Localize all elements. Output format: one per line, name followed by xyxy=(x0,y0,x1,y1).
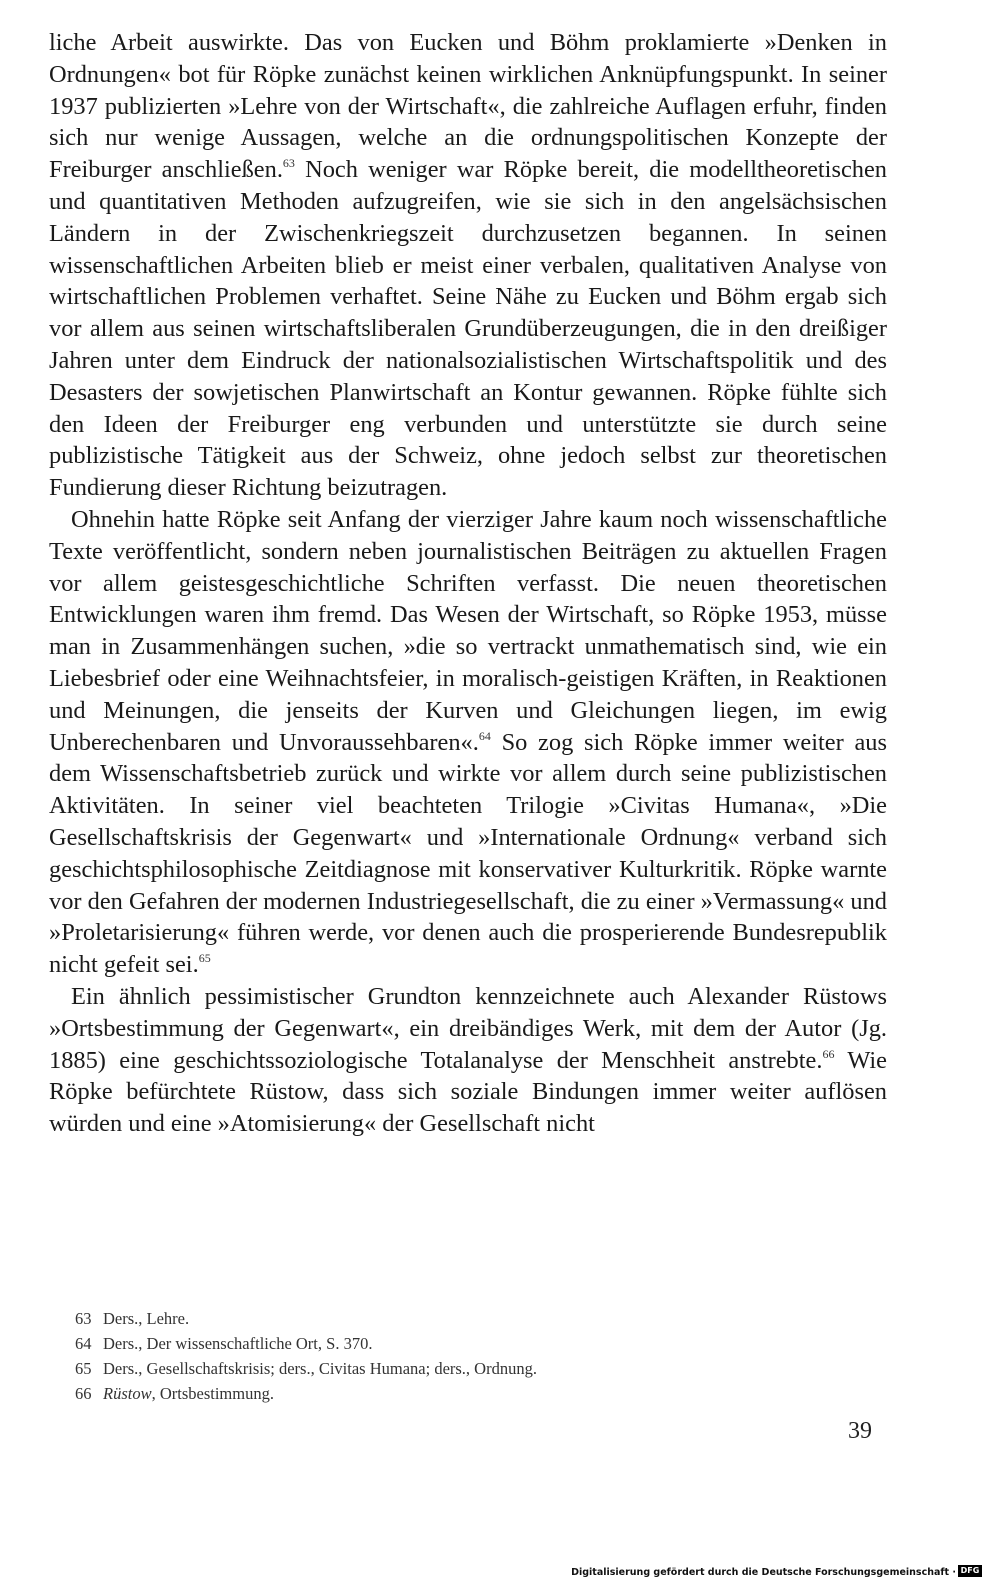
footnote-author: Rüstow xyxy=(103,1384,152,1403)
paragraph-1 xyxy=(49,27,887,504)
text-run: liche Arbeit auswirkte. Das von Eucken und Böhm proklamierte »Denken in Ordnungen« bot für Röpke zunächst keinen wirklichen Anknüpfungspunkt. In seiner 1937 publizierten »Lehre von der Wirtschaft«, die zahlreiche Auflagen erfuhr, finden sich nur wenige Aussagen, welche an die ordnungspolitischen Konzepte der Freiburger anschließen. xyxy=(49,29,887,184)
text-run: Wie Röpke befürchtete Rüstow, dass sich soziale Bindungen immer weiter auflösen würden und eine »Atomisierung« der Gesellschaft nicht xyxy=(49,1046,887,1138)
footnote-ref-66: 66 xyxy=(822,1046,835,1061)
text-run: Ein ähnlich pessimistischer Grundton kennzeichnete auch Alexander Rüstows »Ortsbestimmung der Gegenwart«, ein dreibändiges Werk, mit dem der Autor (Jg. 1885) eine geschichtssoziologische Totalanalyse der Menschheit anstrebte. xyxy=(49,982,887,1074)
footnote-ref-64: 64 xyxy=(478,728,491,743)
footnotes xyxy=(75,1306,875,1406)
text-run: So zog sich Röpke immer weiter aus dem Wissenschaftsbetrieb zurück und wirkte vor allem durch seine publizistischen Aktivitäten. In seiner viel beachteten Trilogie »Civitas Humana«, »Die Gesellschaftskrisis der Gegenwart« und »Internationale Ordnung« verband sich geschichtsphilosophische Zeitdiagnose mit konservativer Kulturkritik. Röpke warnte vor den Gefahren der modernen Industriegesellschaft, die zu einer »Vermassung« und »Proletarisierung« führen werde, vor denen auch die prosperierende Bundesrepublik nicht gefeit sei. xyxy=(49,728,887,979)
paragraph-2 xyxy=(49,504,887,981)
footnote-ref-65: 65 xyxy=(198,951,211,966)
paragraph-3 xyxy=(49,981,887,1140)
text-run: Ohnehin hatte Röpke seit Anfang der vierziger Jahre kaum noch wissenschaftliche Texte veröffentlicht, sondern neben journalistischen Beiträgen zu aktuellen Fragen vor allem geistesgeschichtliche Schriften verfasst. Die neuen theoretischen Entwicklungen waren ihm fremd. Das Wesen der Wirtschaft, so Röpke 1953, müsse man in Zusammenhängen suchen, »die so vertrackt unmathematisch sind, wie ein Liebesbrief oder eine Weihnachtsfeier, in moralisch-geistigen Kräften, in Reaktionen und Meinungen, die jenseits der Kurven und Gleichungen liegen, im ewig Unberechenbaren und Unvoraussehbaren«. xyxy=(49,505,887,756)
main-text xyxy=(49,27,887,1140)
footnote-number: 63 xyxy=(75,1309,92,1328)
footnote-65 xyxy=(75,1356,875,1381)
footnote-number: 64 xyxy=(75,1334,92,1353)
footnote-63 xyxy=(75,1306,875,1331)
footnote-64 xyxy=(75,1331,875,1356)
footnote-ref-63: 63 xyxy=(282,156,295,171)
footnote-text: Ders., Gesellschaftskrisis; ders., Civitas Humana; ders., Ordnung. xyxy=(103,1359,537,1378)
page-number: 39 xyxy=(848,1418,872,1444)
footnote-text: Ders., Lehre. xyxy=(103,1309,190,1328)
footnote-text: Ders., Der wissenschaftliche Ort, S. 370. xyxy=(103,1334,373,1353)
dfg-logo-icon: DFG xyxy=(958,1565,982,1577)
footnote-number: 65 xyxy=(75,1359,92,1378)
digitization-credit: Digitalisierung gefördert durch die Deutsche Forschungsgemeinschaft · xyxy=(571,1567,956,1578)
footnote-number: 66 xyxy=(75,1384,92,1403)
footnote-text: , Ortsbestimmung. xyxy=(151,1384,274,1403)
text-run: Noch weniger war Röpke bereit, die modelltheoretischen und quantitativen Methoden aufzugreifen, wie sie sich in den angelsächsischen Ländern in der Zwischenkriegszeit durchzusetzen begannen. In seinen wissenschaftlichen Arbeiten blieb er meist einer verbalen, qualitativen Analyse von wirtschaftlichen Problemen verhaftet. Seine Nähe zu Eucken und Böhm ergab sich vor allem aus seinen wirtschaftsliberalen Grundüberzeugungen, die in den dreißiger Jahren unter dem Eindruck der nationalsozialistischen Wirtschaftspolitik und des Desasters der sowjetischen Planwirtschaft an Kontur gewannen. Röpke fühlte sich den Ideen der Freiburger eng verbunden und unterstützte sie durch seine publizistische Tätigkeit aus der Schweiz, ohne jedoch selbst zur theoretischen Fundierung dieser Richtung beizutragen. xyxy=(49,156,887,502)
footnote-66 xyxy=(75,1381,875,1406)
